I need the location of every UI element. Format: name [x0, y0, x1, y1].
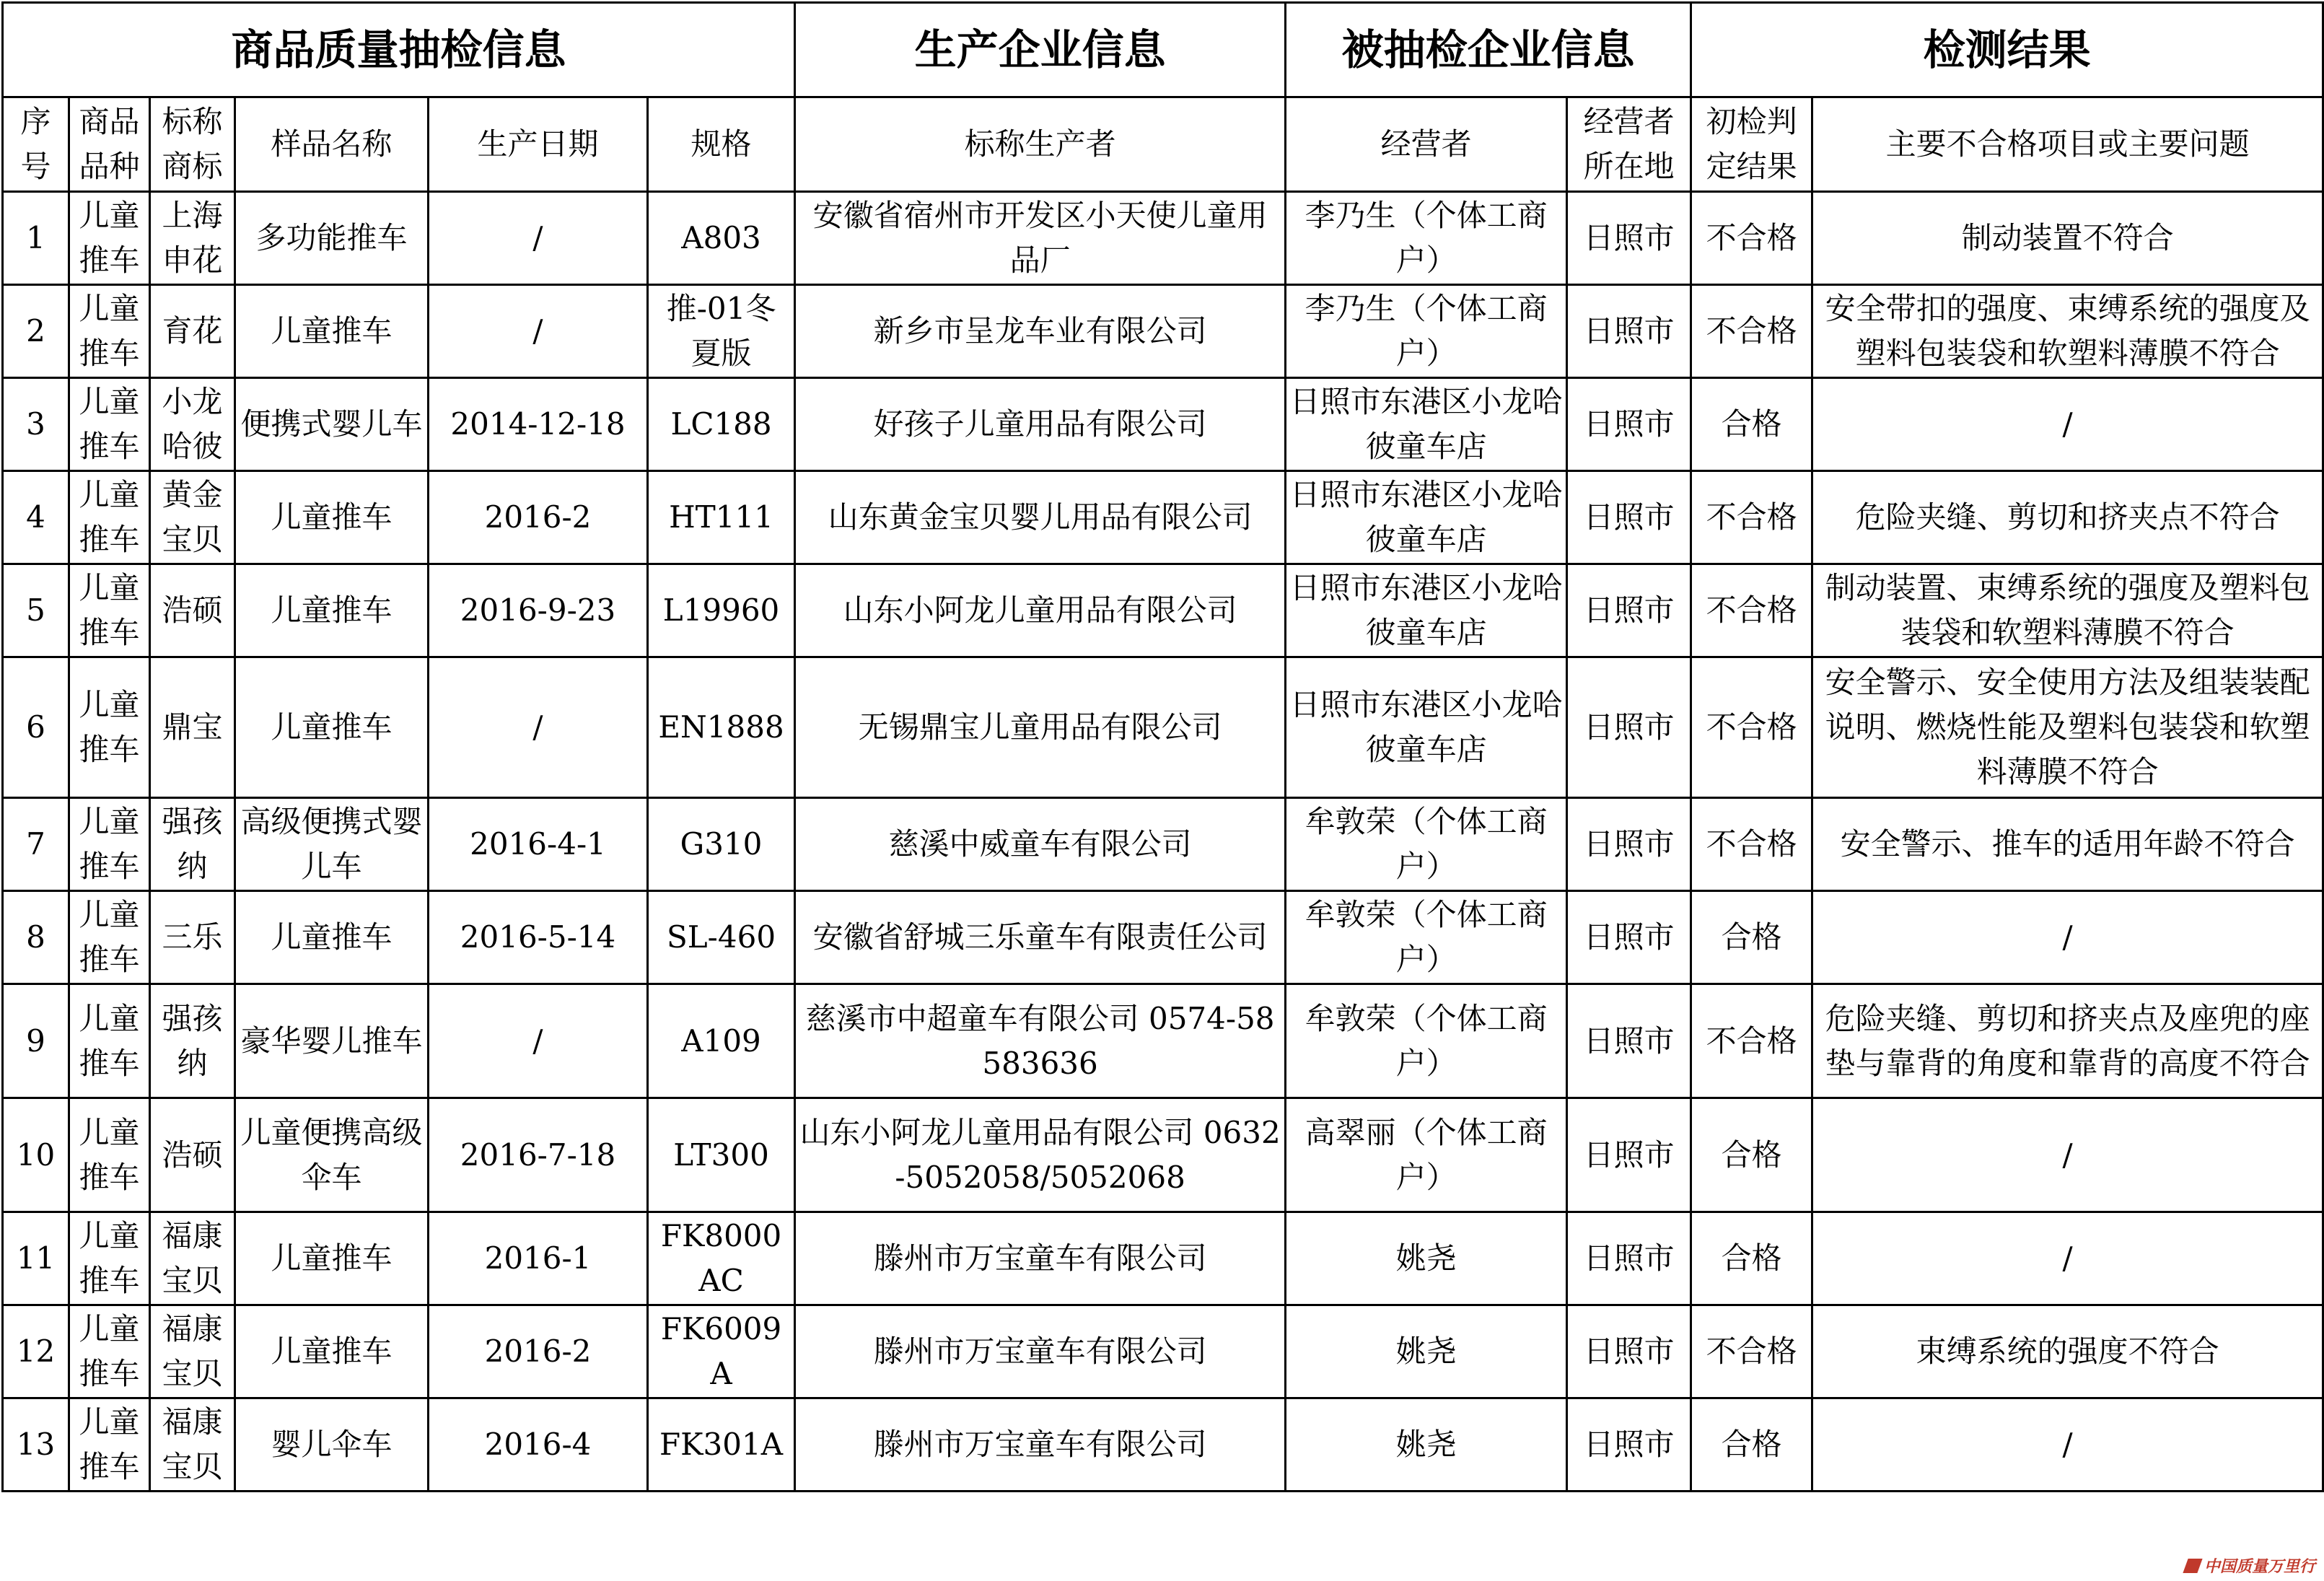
- cell-seq: 3: [3, 378, 69, 471]
- cell-brand: 鼎宝: [150, 657, 235, 798]
- col-location: 经营者所在地: [1567, 97, 1691, 192]
- cell-sample: 儿童推车: [235, 285, 429, 378]
- col-date: 生产日期: [429, 97, 648, 192]
- cell-date: 2016-4: [429, 1398, 648, 1492]
- cell-seq: 2: [3, 285, 69, 378]
- col-manufacturer: 标称生产者: [795, 97, 1286, 192]
- cell-seq: 6: [3, 657, 69, 798]
- cell-verdict: 不合格: [1691, 798, 1812, 891]
- cell-location: 日照市: [1567, 798, 1691, 891]
- cell-seq: 11: [3, 1212, 69, 1305]
- cell-verdict: 不合格: [1691, 471, 1812, 564]
- cell-date: 2014-12-18: [429, 378, 648, 471]
- cell-sample: 豪华婴儿推车: [235, 984, 429, 1098]
- cell-brand: 福康宝贝: [150, 1305, 235, 1398]
- cell-date: /: [429, 657, 648, 798]
- cell-brand: 上海申花: [150, 192, 235, 285]
- cell-verdict: 合格: [1691, 891, 1812, 984]
- cell-location: 日照市: [1567, 471, 1691, 564]
- cell-operator: 高翠丽（个体工商户）: [1286, 1098, 1567, 1212]
- cell-brand: 福康宝贝: [150, 1212, 235, 1305]
- group-header-row: [3, 3, 2323, 97]
- cell-issues: /: [1812, 1098, 2323, 1212]
- cell-date: 2016-5-14: [429, 891, 648, 984]
- cell-location: 日照市: [1567, 1098, 1691, 1212]
- col-seq: 序号: [3, 97, 69, 192]
- cell-date: /: [429, 984, 648, 1098]
- cell-verdict: 合格: [1691, 378, 1812, 471]
- cell-category: 儿童推车: [69, 378, 150, 471]
- cell-seq: 10: [3, 1098, 69, 1212]
- watermark-logo: [2185, 1554, 2315, 1577]
- cell-category: 儿童推车: [69, 471, 150, 564]
- cell-operator: 牟敦荣（个体工商户）: [1286, 891, 1567, 984]
- cell-location: 日照市: [1567, 564, 1691, 657]
- cell-seq: 5: [3, 564, 69, 657]
- col-sample: 样品名称: [235, 97, 429, 192]
- cell-seq: 1: [3, 192, 69, 285]
- logo-mark-icon: [2183, 1559, 2202, 1573]
- cell-verdict: 合格: [1691, 1098, 1812, 1212]
- cell-spec: A109: [648, 984, 795, 1098]
- cell-location: 日照市: [1567, 378, 1691, 471]
- cell-verdict: 不合格: [1691, 1305, 1812, 1398]
- cell-sample: 儿童推车: [235, 471, 429, 564]
- cell-operator: 日照市东港区小龙哈彼童车店: [1286, 471, 1567, 564]
- cell-verdict: 合格: [1691, 1398, 1812, 1492]
- cell-spec: A803: [648, 192, 795, 285]
- cell-location: 日照市: [1567, 1305, 1691, 1398]
- cell-spec: 推-01冬夏版: [648, 285, 795, 378]
- cell-issues: /: [1812, 1398, 2323, 1492]
- cell-seq: 12: [3, 1305, 69, 1398]
- cell-spec: G310: [648, 798, 795, 891]
- cell-issues: /: [1812, 1212, 2323, 1305]
- cell-issues: 束缚系统的强度不符合: [1812, 1305, 2323, 1398]
- col-issues: 主要不合格项目或主要问题: [1812, 97, 2323, 192]
- cell-brand: 黄金宝贝: [150, 471, 235, 564]
- table-row: [3, 1398, 2323, 1492]
- cell-verdict: 不合格: [1691, 285, 1812, 378]
- cell-seq: 8: [3, 891, 69, 984]
- table-row: [3, 1212, 2323, 1305]
- cell-manufacturer: 滕州市万宝童车有限公司: [795, 1212, 1286, 1305]
- cell-brand: 小龙哈彼: [150, 378, 235, 471]
- cell-operator: 姚尧: [1286, 1305, 1567, 1398]
- cell-sample: 儿童推车: [235, 657, 429, 798]
- cell-date: 2016-9-23: [429, 564, 648, 657]
- cell-manufacturer: 安徽省舒城三乐童车有限责任公司: [795, 891, 1286, 984]
- inspection-table: [1, 1, 2324, 1492]
- cell-operator: 姚尧: [1286, 1398, 1567, 1492]
- cell-category: 儿童推车: [69, 564, 150, 657]
- table-row: [3, 192, 2323, 285]
- cell-category: 儿童推车: [69, 657, 150, 798]
- cell-manufacturer: 新乡市呈龙车业有限公司: [795, 285, 1286, 378]
- cell-category: 儿童推车: [69, 984, 150, 1098]
- group-test-result: 检测结果: [1691, 3, 2323, 97]
- cell-date: 2016-4-1: [429, 798, 648, 891]
- table-row: [3, 798, 2323, 891]
- table-row: [3, 984, 2323, 1098]
- cell-seq: 9: [3, 984, 69, 1098]
- cell-manufacturer: 慈溪市中超童车有限公司 0574-58583636: [795, 984, 1286, 1098]
- cell-issues: 制动装置不符合: [1812, 192, 2323, 285]
- cell-location: 日照市: [1567, 192, 1691, 285]
- cell-operator: 日照市东港区小龙哈彼童车店: [1286, 378, 1567, 471]
- cell-date: 2016-7-18: [429, 1098, 648, 1212]
- cell-operator: 姚尧: [1286, 1212, 1567, 1305]
- cell-verdict: 合格: [1691, 1212, 1812, 1305]
- cell-verdict: 不合格: [1691, 984, 1812, 1098]
- cell-location: 日照市: [1567, 1398, 1691, 1492]
- table-row: [3, 471, 2323, 564]
- cell-manufacturer: 慈溪中威童车有限公司: [795, 798, 1286, 891]
- cell-category: 儿童推车: [69, 798, 150, 891]
- cell-brand: 育花: [150, 285, 235, 378]
- group-product-info: 商品质量抽检信息: [3, 3, 795, 97]
- cell-manufacturer: 山东小阿龙儿童用品有限公司: [795, 564, 1286, 657]
- cell-spec: FK301A: [648, 1398, 795, 1492]
- cell-category: 儿童推车: [69, 1305, 150, 1398]
- col-operator: 经营者: [1286, 97, 1567, 192]
- cell-verdict: 不合格: [1691, 192, 1812, 285]
- cell-location: 日照市: [1567, 657, 1691, 798]
- cell-sample: 儿童推车: [235, 564, 429, 657]
- cell-verdict: 不合格: [1691, 657, 1812, 798]
- cell-location: 日照市: [1567, 285, 1691, 378]
- cell-spec: EN1888: [648, 657, 795, 798]
- col-verdict: 初检判定结果: [1691, 97, 1812, 192]
- table-row: [3, 378, 2323, 471]
- cell-operator: 李乃生（个体工商户）: [1286, 192, 1567, 285]
- cell-issues: 危险夹缝、剪切和挤夹点不符合: [1812, 471, 2323, 564]
- cell-operator: 日照市东港区小龙哈彼童车店: [1286, 564, 1567, 657]
- cell-operator: 牟敦荣（个体工商户）: [1286, 798, 1567, 891]
- cell-location: 日照市: [1567, 984, 1691, 1098]
- col-brand: 标称商标: [150, 97, 235, 192]
- cell-manufacturer: 山东小阿龙儿童用品有限公司 0632-5052058/5052068: [795, 1098, 1286, 1212]
- cell-sample: 婴儿伞车: [235, 1398, 429, 1492]
- cell-date: 2016-2: [429, 1305, 648, 1398]
- cell-category: 儿童推车: [69, 1212, 150, 1305]
- table-row: [3, 1098, 2323, 1212]
- cell-date: 2016-2: [429, 471, 648, 564]
- cell-operator: 李乃生（个体工商户）: [1286, 285, 1567, 378]
- cell-date: 2016-1: [429, 1212, 648, 1305]
- cell-manufacturer: 滕州市万宝童车有限公司: [795, 1305, 1286, 1398]
- cell-operator: 牟敦荣（个体工商户）: [1286, 984, 1567, 1098]
- cell-sample: 儿童推车: [235, 1305, 429, 1398]
- col-spec: 规格: [648, 97, 795, 192]
- cell-manufacturer: 安徽省宿州市开发区小天使儿童用品厂: [795, 192, 1286, 285]
- cell-brand: 三乐: [150, 891, 235, 984]
- cell-brand: 强孩纳: [150, 798, 235, 891]
- group-producer-info: 生产企业信息: [795, 3, 1286, 97]
- cell-spec: LT300: [648, 1098, 795, 1212]
- cell-spec: FK8000AC: [648, 1212, 795, 1305]
- cell-operator: 日照市东港区小龙哈彼童车店: [1286, 657, 1567, 798]
- cell-brand: 浩硕: [150, 564, 235, 657]
- cell-spec: HT111: [648, 471, 795, 564]
- cell-sample: 儿童便携高级伞车: [235, 1098, 429, 1212]
- cell-issues: /: [1812, 891, 2323, 984]
- cell-sample: 多功能推车: [235, 192, 429, 285]
- cell-spec: LC188: [648, 378, 795, 471]
- cell-spec: SL-460: [648, 891, 795, 984]
- cell-issues: 安全警示、推车的适用年龄不符合: [1812, 798, 2323, 891]
- cell-location: 日照市: [1567, 1212, 1691, 1305]
- cell-issues: 安全警示、安全使用方法及组装装配说明、燃烧性能及塑料包装袋和软塑料薄膜不符合: [1812, 657, 2323, 798]
- cell-sample: 儿童推车: [235, 891, 429, 984]
- column-header-row: [3, 97, 2323, 192]
- cell-category: 儿童推车: [69, 285, 150, 378]
- cell-issues: /: [1812, 378, 2323, 471]
- col-category: 商品品种: [69, 97, 150, 192]
- cell-seq: 7: [3, 798, 69, 891]
- cell-brand: 福康宝贝: [150, 1398, 235, 1492]
- cell-sample: 儿童推车: [235, 1212, 429, 1305]
- cell-category: 儿童推车: [69, 1398, 150, 1492]
- cell-verdict: 不合格: [1691, 564, 1812, 657]
- cell-manufacturer: 滕州市万宝童车有限公司: [795, 1398, 1286, 1492]
- cell-date: /: [429, 285, 648, 378]
- table-row: [3, 891, 2323, 984]
- cell-issues: 安全带扣的强度、束缚系统的强度及塑料包装袋和软塑料薄膜不符合: [1812, 285, 2323, 378]
- cell-issues: 危险夹缝、剪切和挤夹点及座兜的座垫与靠背的角度和靠背的高度不符合: [1812, 984, 2323, 1098]
- table-row: [3, 285, 2323, 378]
- cell-manufacturer: 山东黄金宝贝婴儿用品有限公司: [795, 471, 1286, 564]
- cell-manufacturer: 无锡鼎宝儿童用品有限公司: [795, 657, 1286, 798]
- cell-category: 儿童推车: [69, 1098, 150, 1212]
- cell-sample: 高级便携式婴儿车: [235, 798, 429, 891]
- cell-brand: 强孩纳: [150, 984, 235, 1098]
- table-row: [3, 564, 2323, 657]
- cell-seq: 4: [3, 471, 69, 564]
- table-row: [3, 1305, 2323, 1398]
- group-inspected-info: 被抽检企业信息: [1286, 3, 1691, 97]
- cell-sample: 便携式婴儿车: [235, 378, 429, 471]
- table-row: [3, 657, 2323, 798]
- cell-spec: FK6009A: [648, 1305, 795, 1398]
- cell-category: 儿童推车: [69, 891, 150, 984]
- cell-seq: 13: [3, 1398, 69, 1492]
- cell-date: /: [429, 192, 648, 285]
- cell-spec: L19960: [648, 564, 795, 657]
- cell-manufacturer: 好孩子儿童用品有限公司: [795, 378, 1286, 471]
- watermark-text: 中国质量万里行: [2204, 1558, 2315, 1576]
- cell-category: 儿童推车: [69, 192, 150, 285]
- cell-location: 日照市: [1567, 891, 1691, 984]
- cell-issues: 制动装置、束缚系统的强度及塑料包装袋和软塑料薄膜不符合: [1812, 564, 2323, 657]
- cell-brand: 浩硕: [150, 1098, 235, 1212]
